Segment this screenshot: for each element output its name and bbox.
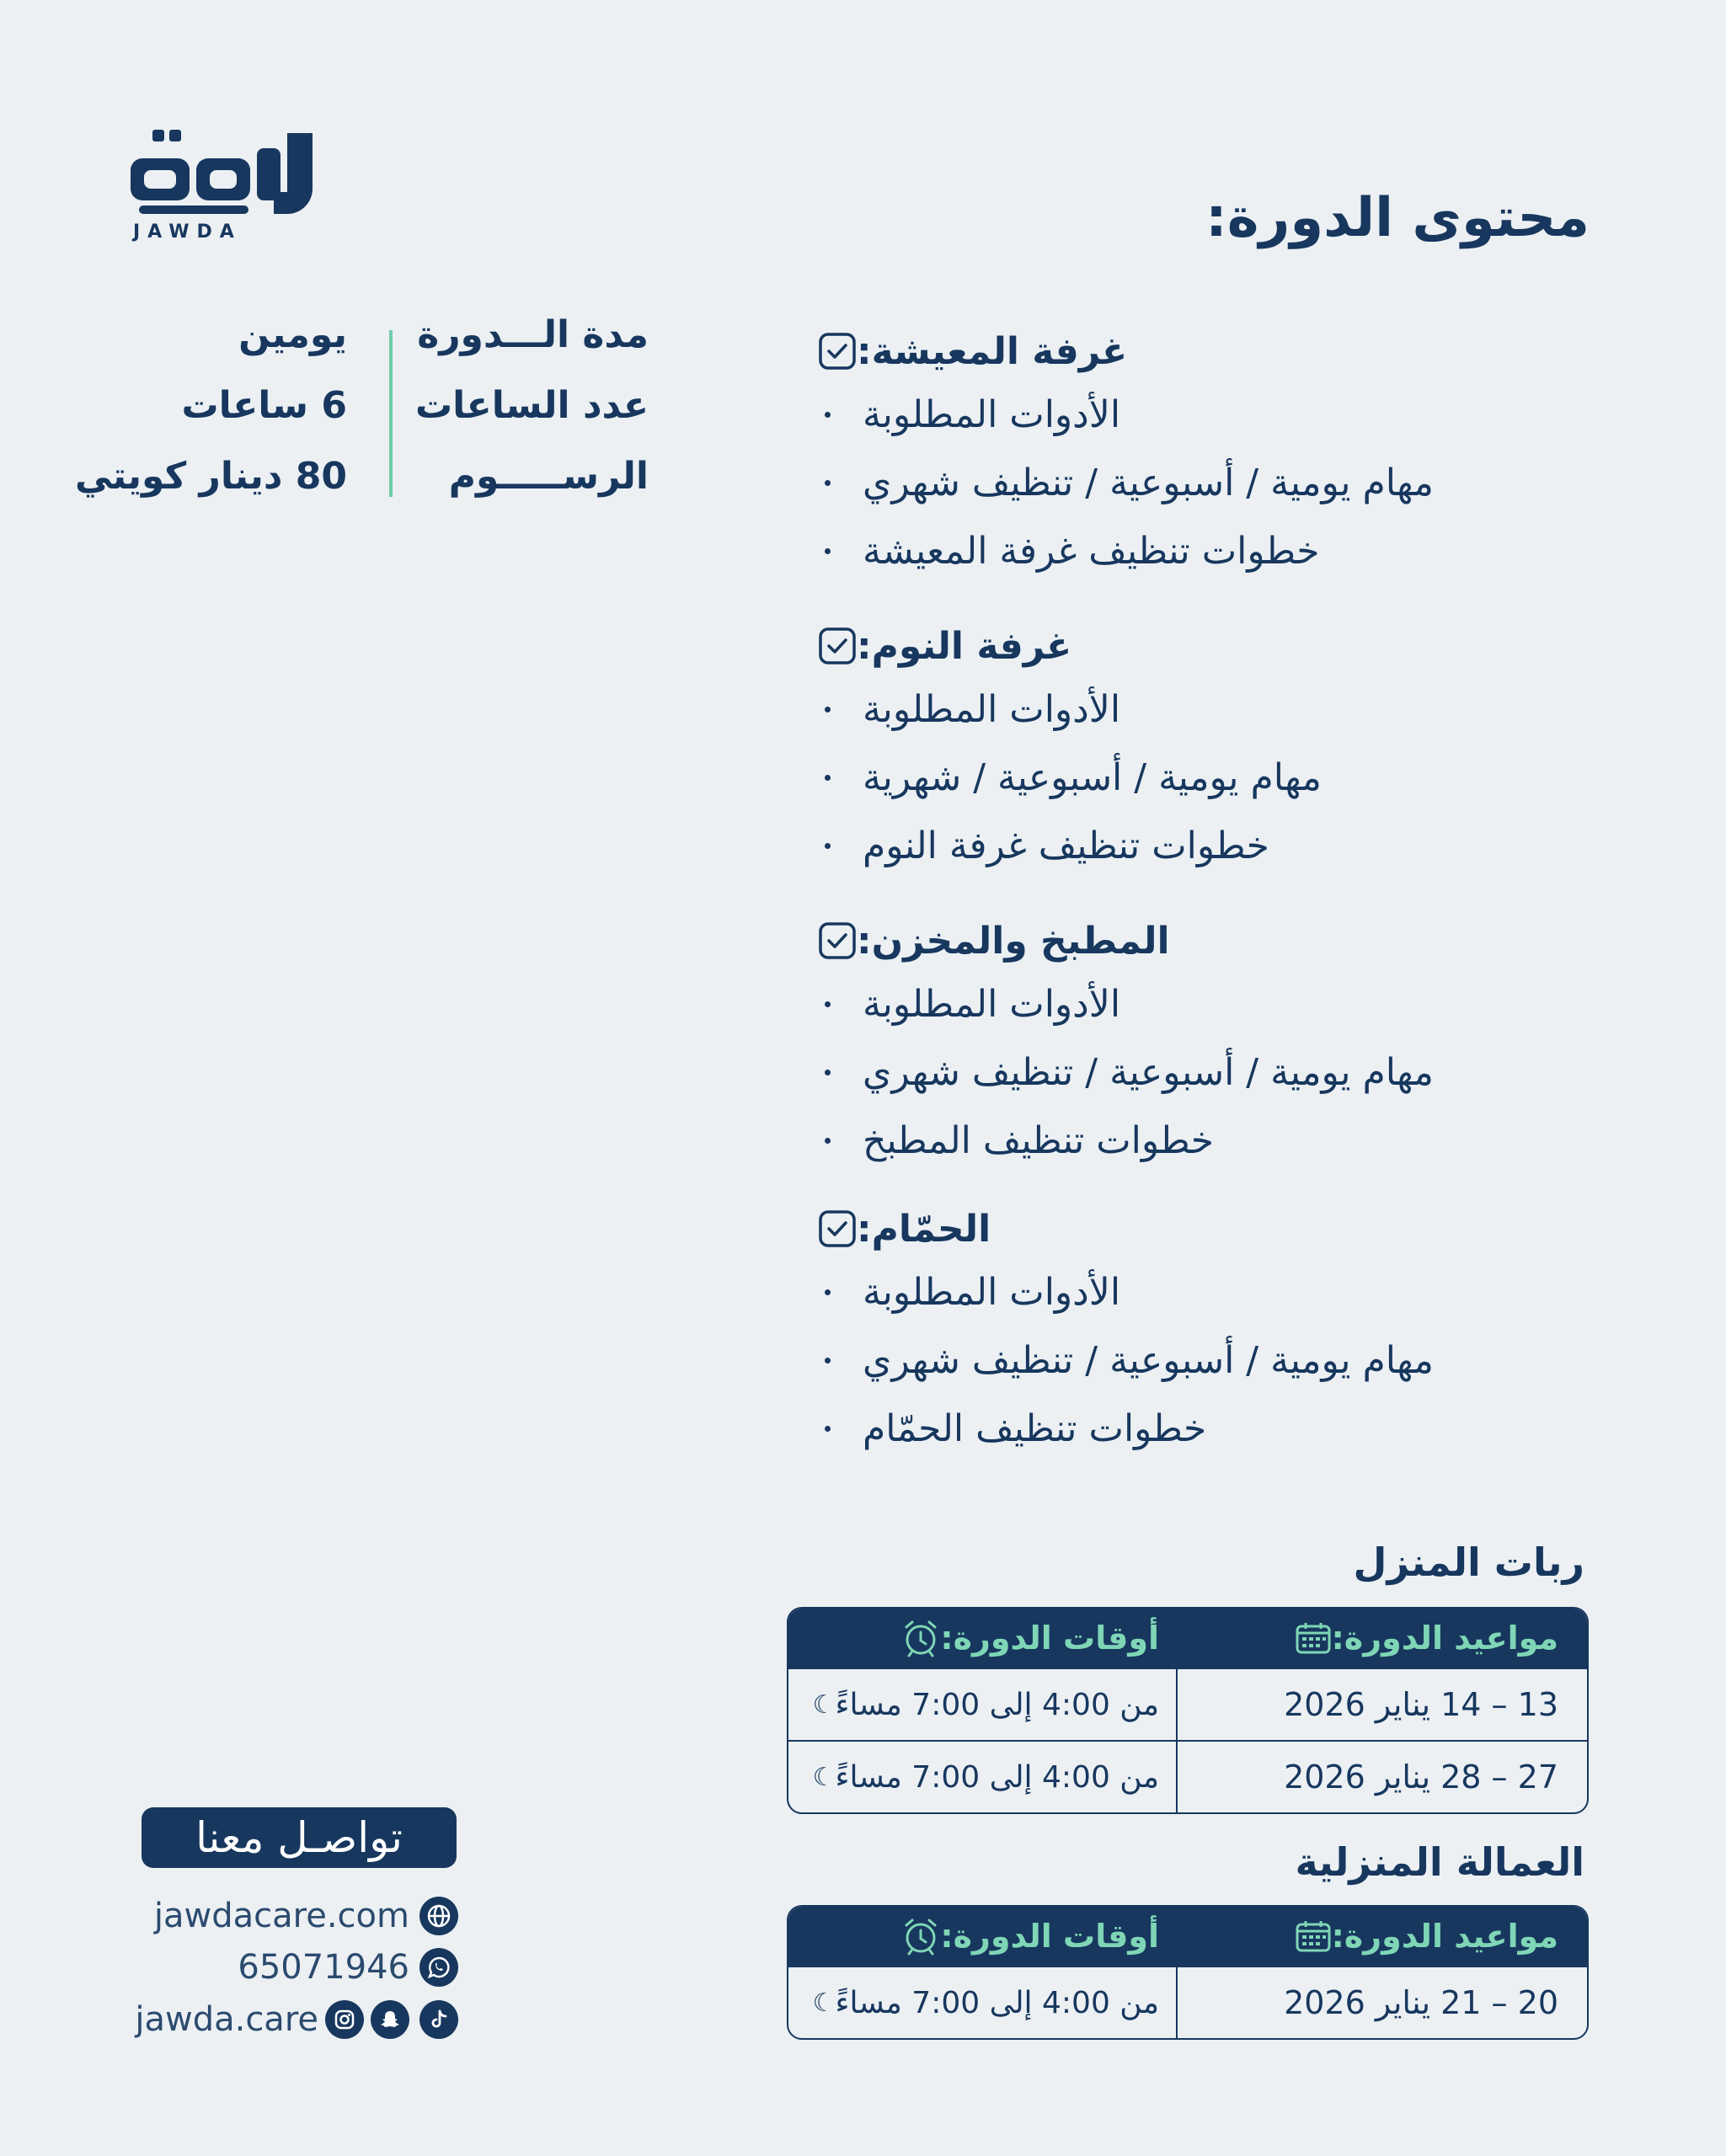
section-bathroom [799,1199,1591,1463]
list-item: الأدوات المطلوبة [799,970,1591,1038]
table-row [788,1740,1587,1812]
section-bedroom [799,616,1591,880]
schedule-header [788,1609,1587,1668]
section-title: غرفة المعيشة: [857,329,1128,373]
list-item: خطوات تنظيف غرفة المعيشة [799,517,1591,585]
info-value: 80 دينار كويتي [75,455,347,498]
list-item: خطوات تنظيف المطبخ [799,1107,1591,1175]
list-item: خطوات تنظيف الحمّام [799,1395,1591,1463]
date-cell: 20 – 21 يناير 2026 [1284,1984,1558,2021]
checkbox-icon [818,1209,857,1248]
dates-header: مواعيد الدورة: [1283,1907,1558,1966]
info-row-hours [110,384,649,435]
date-cell: 27 – 28 يناير 2026 [1284,1758,1558,1796]
calendar-icon [1295,1919,1332,1953]
info-label: الرســـــوم [448,455,649,498]
snapchat-icon[interactable] [371,2000,409,2039]
moon-icon: ☾ [812,1689,836,1720]
bullet-dot [825,1001,831,1007]
phone-line[interactable] [238,1947,458,1988]
phone-text[interactable]: 65071946 [238,1948,409,1987]
time-cell: ☾ من 4:00 إلى 7:00 مساءً [812,1759,1159,1795]
checkbox-icon [818,921,857,960]
alarm-clock-icon [901,1619,940,1657]
tiktok-icon[interactable] [419,2000,458,2039]
list-item: الأدوات المطلوبة [799,675,1591,744]
info-value: يومين [238,313,347,356]
website-text[interactable]: jawdacare.com [153,1897,409,1935]
bullet-dot [825,1138,831,1144]
info-row-fees [75,455,649,505]
section-title: الحمّام: [857,1207,991,1251]
list-item: مهام يومية / أسبوعية / تنظيف شهري [799,1038,1591,1107]
bullet-dot [825,707,831,712]
table-row [788,1966,1587,2038]
social-line[interactable] [135,1999,458,2040]
bullet-dot [825,1426,831,1432]
contact-us-title: تواصـل معنا [142,1807,457,1868]
info-value: 6 ساعات [181,384,347,427]
bullet-dot [825,480,831,486]
bullet-dot [825,548,831,554]
group-title-domestic-workers: العمالة المنزلية [1295,1839,1584,1885]
bullet-dot [825,843,831,849]
list-item: مهام يومية / أسبوعية / شهرية [799,744,1591,812]
list-item: مهام يومية / أسبوعية / تنظيف شهري [799,1326,1591,1395]
moon-icon: ☾ [812,1762,836,1792]
logo-mark [131,126,341,219]
info-label: مدة الـــدورة [417,313,649,356]
course-info [75,313,649,507]
instagram-icon[interactable] [325,2000,364,2039]
moon-icon: ☾ [812,1988,836,2018]
social-handle-text[interactable]: jawda.care [135,2000,318,2039]
list-item: مهام يومية / أسبوعية / تنظيف شهري [799,449,1591,517]
alarm-clock-icon [901,1917,940,1956]
list-item: الأدوات المطلوبة [799,1258,1591,1326]
info-row-duration [110,313,649,364]
section-living-room [799,322,1591,585]
list-item: خطوات تنظيف غرفة النوم [799,812,1591,880]
jawda-logo [131,126,350,244]
schedule-table-housewives [787,1607,1589,1814]
list-item: الأدوات المطلوبة [799,381,1591,449]
info-label: عدد الساعات [414,384,649,427]
times-header: أوقات الدورة: [890,1609,1159,1668]
table-row [788,1668,1587,1740]
bullet-dot [825,1289,831,1295]
group-title-housewives: ربات المنزل [1353,1540,1584,1585]
dates-header: مواعيد الدورة: [1283,1609,1558,1668]
calendar-icon [1295,1621,1332,1655]
section-title: المطبخ والمخزن: [857,919,1170,963]
schedule-table-domestic-workers [787,1905,1589,2040]
checkbox-icon [818,627,857,665]
bullet-dot [825,412,831,418]
logo-wordmark: JAWDA [133,221,242,243]
times-header: أوقات الدورة: [890,1907,1159,1966]
course-content-title: محتوى الدورة: [1205,187,1590,249]
date-cell: 13 – 14 يناير 2026 [1284,1686,1558,1723]
bullet-dot [825,1070,831,1075]
website-line[interactable] [154,1896,458,1936]
section-title: غرفة النوم: [857,624,1072,668]
section-kitchen [799,911,1591,1175]
schedule-header [788,1907,1587,1966]
time-cell: ☾ من 4:00 إلى 7:00 مساءً [812,1687,1159,1722]
bullet-dot [825,1358,831,1364]
bullet-dot [825,775,831,781]
globe-icon [419,1897,458,1935]
whatsapp-icon [419,1948,458,1987]
checkbox-icon [818,332,857,371]
time-cell: ☾ من 4:00 إلى 7:00 مساءً [812,1985,1159,2020]
